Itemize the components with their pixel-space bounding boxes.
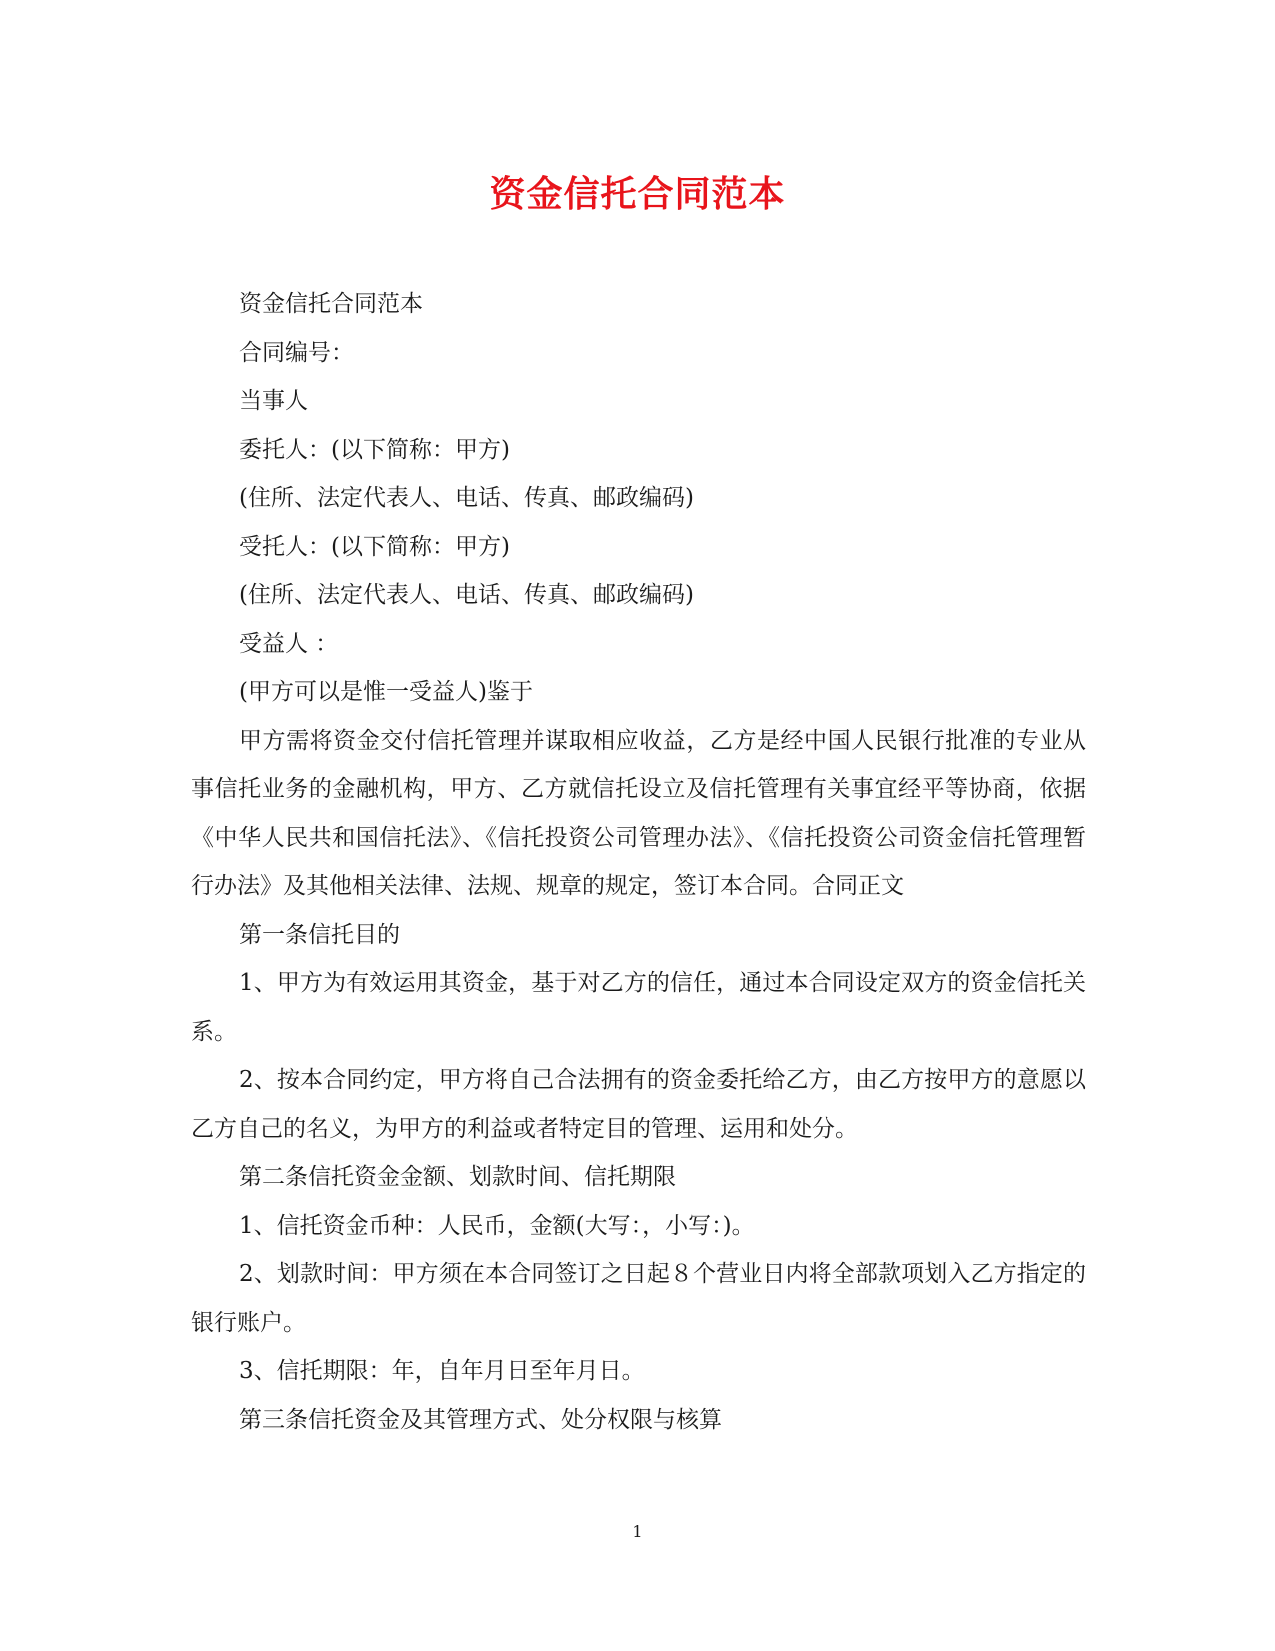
- paragraph-article-3-heading: 第三条信托资金及其管理方式、处分权限与核算: [239, 1406, 722, 1433]
- paragraph-article-1-heading: 第一条信托目的: [239, 921, 400, 948]
- page-number: 1: [632, 1522, 643, 1541]
- paragraph-article-2-item-3: 3、信托期限：年，自年月日至年月日。: [239, 1358, 645, 1384]
- paragraph-article-2-item-1: 1、信托资金币种：人民币，金额(大写：，小写：)。: [239, 1212, 755, 1239]
- paragraph-contract-number: 合同编号：: [239, 339, 354, 366]
- document-title: 资金信托合同范本: [489, 173, 786, 215]
- paragraph-trustee-details: (住所、法定代表人、电话、传真、邮政编码): [239, 582, 694, 608]
- paragraph-article-2-heading: 第二条信托资金金额、划款时间、信托期限: [239, 1164, 676, 1190]
- paragraph-parties: 当事人: [239, 388, 308, 414]
- paragraph-article-1-item-2: 2、按本合同约定，甲方将自己合法拥有的资金委托给乙方，由乙方按甲方的意愿以乙方自己的名义，为甲方的利益或者特定目的管理、运用和处分。: [191, 1067, 1086, 1142]
- paragraph-preamble: 甲方需将资金交付信托管理并谋取相应收益，乙方是经中国人民银行批准的专业从事信托业务的金融机构，甲方、乙方就信托设立及信托管理有关事宜经平等协商，依据《中华人民共和国信托法》、《信托投资公司管理办法》、《信托投资公司资金信托管理暂行办法》及其他相关法律、法规、规章的规定，签订本合同。合同正文: [191, 727, 1086, 899]
- paragraph-beneficiary-note: (甲方可以是惟一受益人)鉴于: [239, 679, 533, 705]
- paragraph-principal-details: (住所、法定代表人、电话、传真、邮政编码): [239, 485, 694, 511]
- paragraph-subtitle: 资金信托合同范本: [239, 291, 423, 317]
- paragraph-article-2-item-2: 2、划款时间：甲方须在本合同签订之日起８个营业日内将全部款项划入乙方指定的银行账户。: [191, 1261, 1086, 1336]
- paragraph-trustee: 受托人：(以下简称：甲方): [239, 533, 510, 560]
- paragraph-article-1-item-1: 1、甲方为有效运用其资金，基于对乙方的信任，通过本合同设定双方的资金信托关系。: [191, 970, 1086, 1045]
- paragraph-beneficiary: 受益人 ：: [239, 630, 339, 657]
- paragraph-principal: 委托人：(以下简称：甲方): [239, 436, 510, 463]
- document-body: [191, 280, 1086, 1444]
